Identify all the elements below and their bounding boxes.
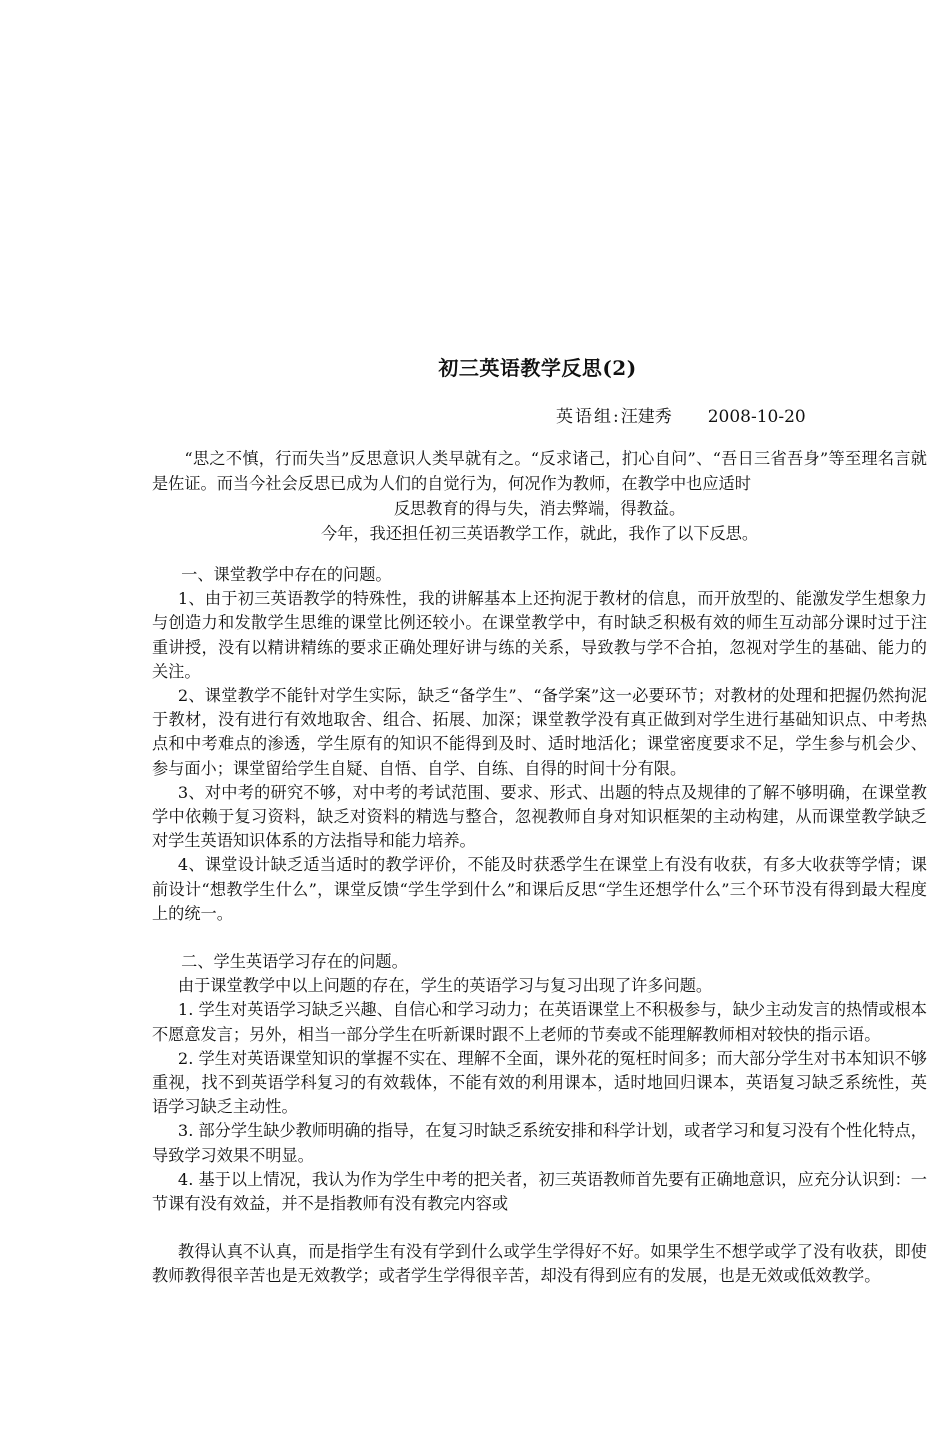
section-2-item-1: 1. 学生对英语学习缺乏兴趣、自信心和学习动力；在英语课堂上不积极参与，缺少主动发言的热情或根本不愿意发言；另外，相当一部分学生在听新课时跟不上老师的节奏或不能理解教师相对较快的指示语。 (152, 1000, 927, 1044)
byline-date: 2008-10-20 (707, 407, 806, 427)
section-2-item-4: 4. 基于以上情况，我认为作为学生中考的把关者，初三英语教师首先要有正确地意识，应充分认识到：一节课有没有效益，并不是指教师有没有教完内容或 (152, 1169, 927, 1214)
section-2-lead: 由于课堂教学中以上问题的存在，学生的英语学习与复习出现了许多问题。 (177, 976, 713, 996)
section-1-heading: 一、课堂教学中存在的问题。 (181, 565, 392, 584)
intro-section (152, 446, 927, 546)
byline (556, 402, 806, 427)
intro-paragraph-2: 今年，我还担任初三英语教学工作，就此，我作了以下反思。 (320, 524, 759, 543)
section-1-item-2: 2、课堂教学不能针对学生实际，缺乏“备学生”、“备学案”这一必要环节；对教材的处理和把握仍然拘泥于教材，没有进行有效地取舍、组合、拓展、加深；课堂教学没有真正做到对学生进行基础知识点、中考热点和中考难点的渗透，学生原有的知识不能得到及时、适时地活化；课堂密度要求不足，学生参与机会少、参与面小；课堂留给学生自疑、自悟、自学、自练、自得的时间十分有限。 (152, 686, 927, 778)
section-2-item-2: 2. 学生对英语课堂知识的掌握不实在、理解不全面，课外花的冤枉时间多；而大部分学生对书本知识不够重视，找不到英语学科复习的有效载体，不能有效的利用课本，适时地回归课本，英语复习缺乏系统性，英语学习缺乏主动性。 (152, 1048, 927, 1117)
section-gap-2 (152, 1216, 927, 1240)
section-2-item-3: 3. 部分学生缺少教师明确的指导，在复习时缺乏系统安排和科学计划，或者学习和复习没有个性化特点，导致学习效果不明显。 (152, 1121, 927, 1165)
section-gap (152, 926, 927, 950)
section-1-item-3: 3、对中考的研究不够，对中考的考试范围、要求、形式、出题的特点及规律的了解不够明确，在课堂教学中依赖于复习资料，缺乏对资料的精选与整合，忽视教师自身对知识框架的主动构建，从而课堂教学缺乏对学生英语知识体系的方法指导和能力培养。 (152, 782, 927, 851)
section-2-continuation: 教得认真不认真，而是指学生有没有学到什么或学生学得好不好。如果学生不想学或学了没有收获，即使教师教得很辛苦也是无效教学；或者学生学得很辛苦，却没有得到应有的发展，也是无效或低效教学。 (152, 1242, 927, 1286)
section-1-item-4: 4、课堂设计缺乏适当适时的教学评价，不能及时获悉学生在课堂上有没有收获，有多大收获等学情；课前设计“想教学生什么”，课堂反馈“学生学到什么”和课后反思“学生还想学什么”三个环节没有得到最大程度上的统一。 (152, 855, 927, 923)
intro-paragraph-end: 反思教育的得与失，消去弊端，得教益。 (393, 499, 686, 518)
section-1-item-1: 1、由于初三英语教学的特殊性，我的讲解基本上还拘泥于教材的信息，而开放型的、能激发学生想象力与创造力和发散学生思维的课堂比例还较小。在课堂教学中，有时缺乏积极有效的师生互动部分课时过于注重讲授，没有以精讲精练的要求正确处理好讲与练的关系，导致教与学不合拍，忽视对学生的基础、能力的关注。 (152, 589, 927, 681)
main-content (152, 563, 927, 1289)
section-2-heading: 二、学生英语学习存在的问题。 (181, 952, 408, 972)
byline-group: 英语组: (556, 407, 621, 427)
document-title: 初三英语教学反思(2) (438, 356, 637, 380)
intro-paragraph: “思之不慎，行而失当”反思意识人类早就有之。“反求诸己，扪心自问”、“吾日三省吾身”等至理名言就是佐证。而当今社会反思已成为人们的自觉行为，何况作为教师，在教学中也应适时 (152, 449, 927, 493)
byline-author: 汪建秀 (620, 407, 672, 427)
